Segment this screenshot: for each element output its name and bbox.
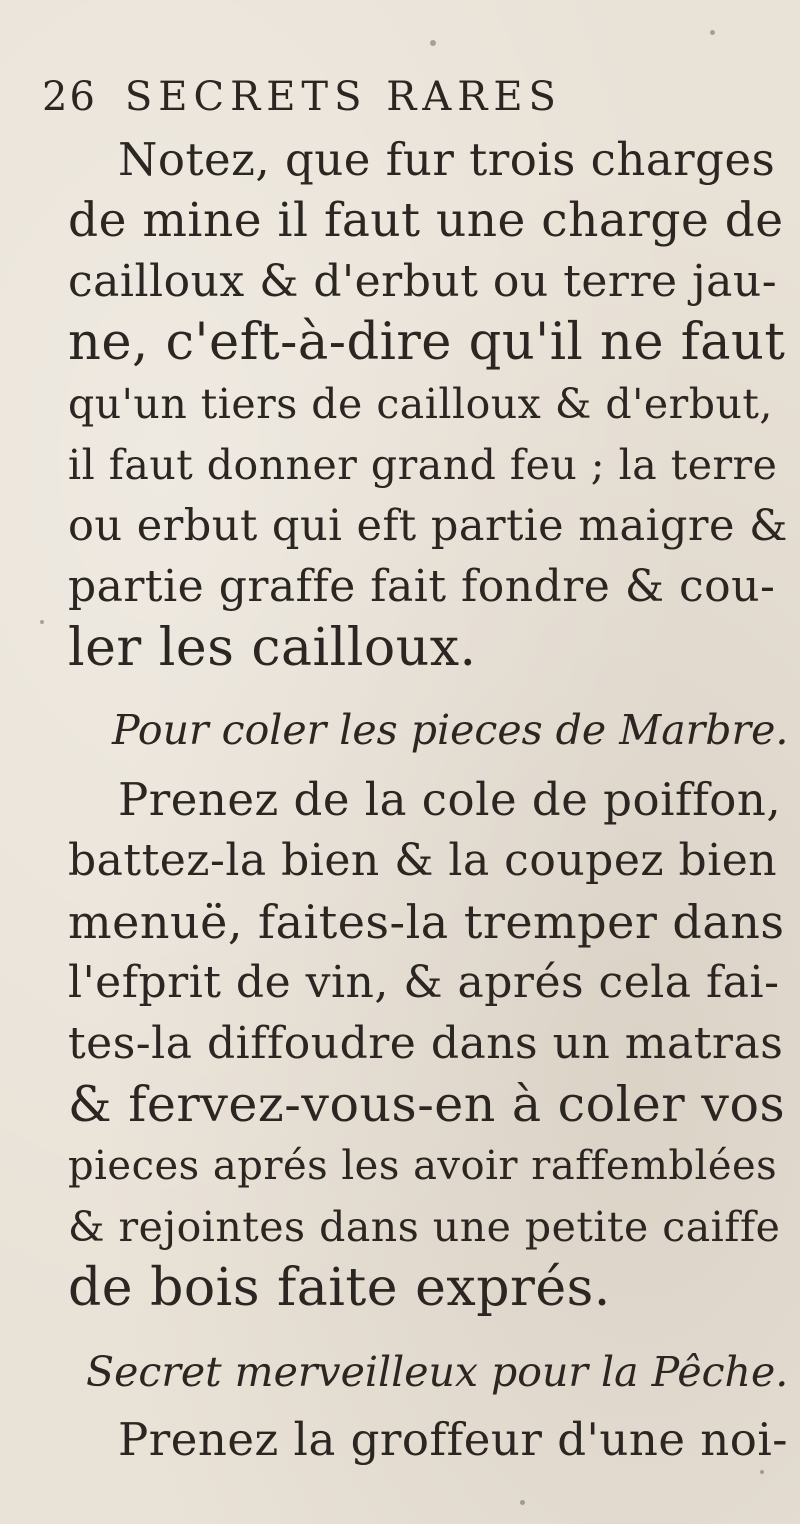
text-line: ler les cailloux. [68, 618, 477, 678]
paper-speck [430, 40, 436, 46]
text-line: Prenez de la cole de poiffon, [118, 773, 782, 826]
text-line: l'efprit de vin, & aprés cela fai- [68, 957, 780, 1008]
text-line: tes-la diffoudre dans un matras [68, 1018, 784, 1069]
text-line: Prenez la groffeur d'une noi- [118, 1413, 788, 1466]
text-line: partie graffe fait fondre & cou- [68, 561, 776, 612]
text-line: ne, c'eft-à-dire qu'il ne faut [68, 313, 786, 372]
text-line: cailloux & d'erbut ou terre jau- [68, 256, 778, 307]
text-line: de bois faite exprés. [68, 1258, 611, 1318]
text-line: il faut donner grand feu ; la terre [68, 441, 778, 489]
paper-speck [760, 1470, 764, 1474]
text-line: ou erbut qui eft partie maigre & [68, 501, 788, 551]
text-line: & rejointes dans une petite caiffe [68, 1203, 781, 1251]
text-line: de mine il faut une charge de [68, 193, 784, 248]
page-header [42, 72, 562, 122]
text-line: Notez, que fur trois charges [118, 133, 776, 186]
text-line: battez-la bien & la coupez bien [68, 835, 778, 886]
text-line: pieces aprés les avoir raffemblées [68, 1143, 778, 1189]
paper-speck [520, 1500, 525, 1505]
page-number: 26 [42, 74, 97, 120]
section-heading: Secret merveilleux pour la Pêche. [86, 1348, 789, 1396]
paper-speck [710, 30, 715, 35]
text-line: & fervez-vous-en à coler vos [68, 1076, 786, 1133]
paper-speck [40, 620, 44, 624]
text-line: qu'un tiers de cailloux & d'erbut, [68, 380, 773, 428]
text-line: menuë, faites-la tremper dans [68, 895, 785, 949]
section-heading: Pour coler les pieces de Marbre. [112, 706, 789, 754]
running-title: SECRETS RARES [124, 74, 562, 120]
